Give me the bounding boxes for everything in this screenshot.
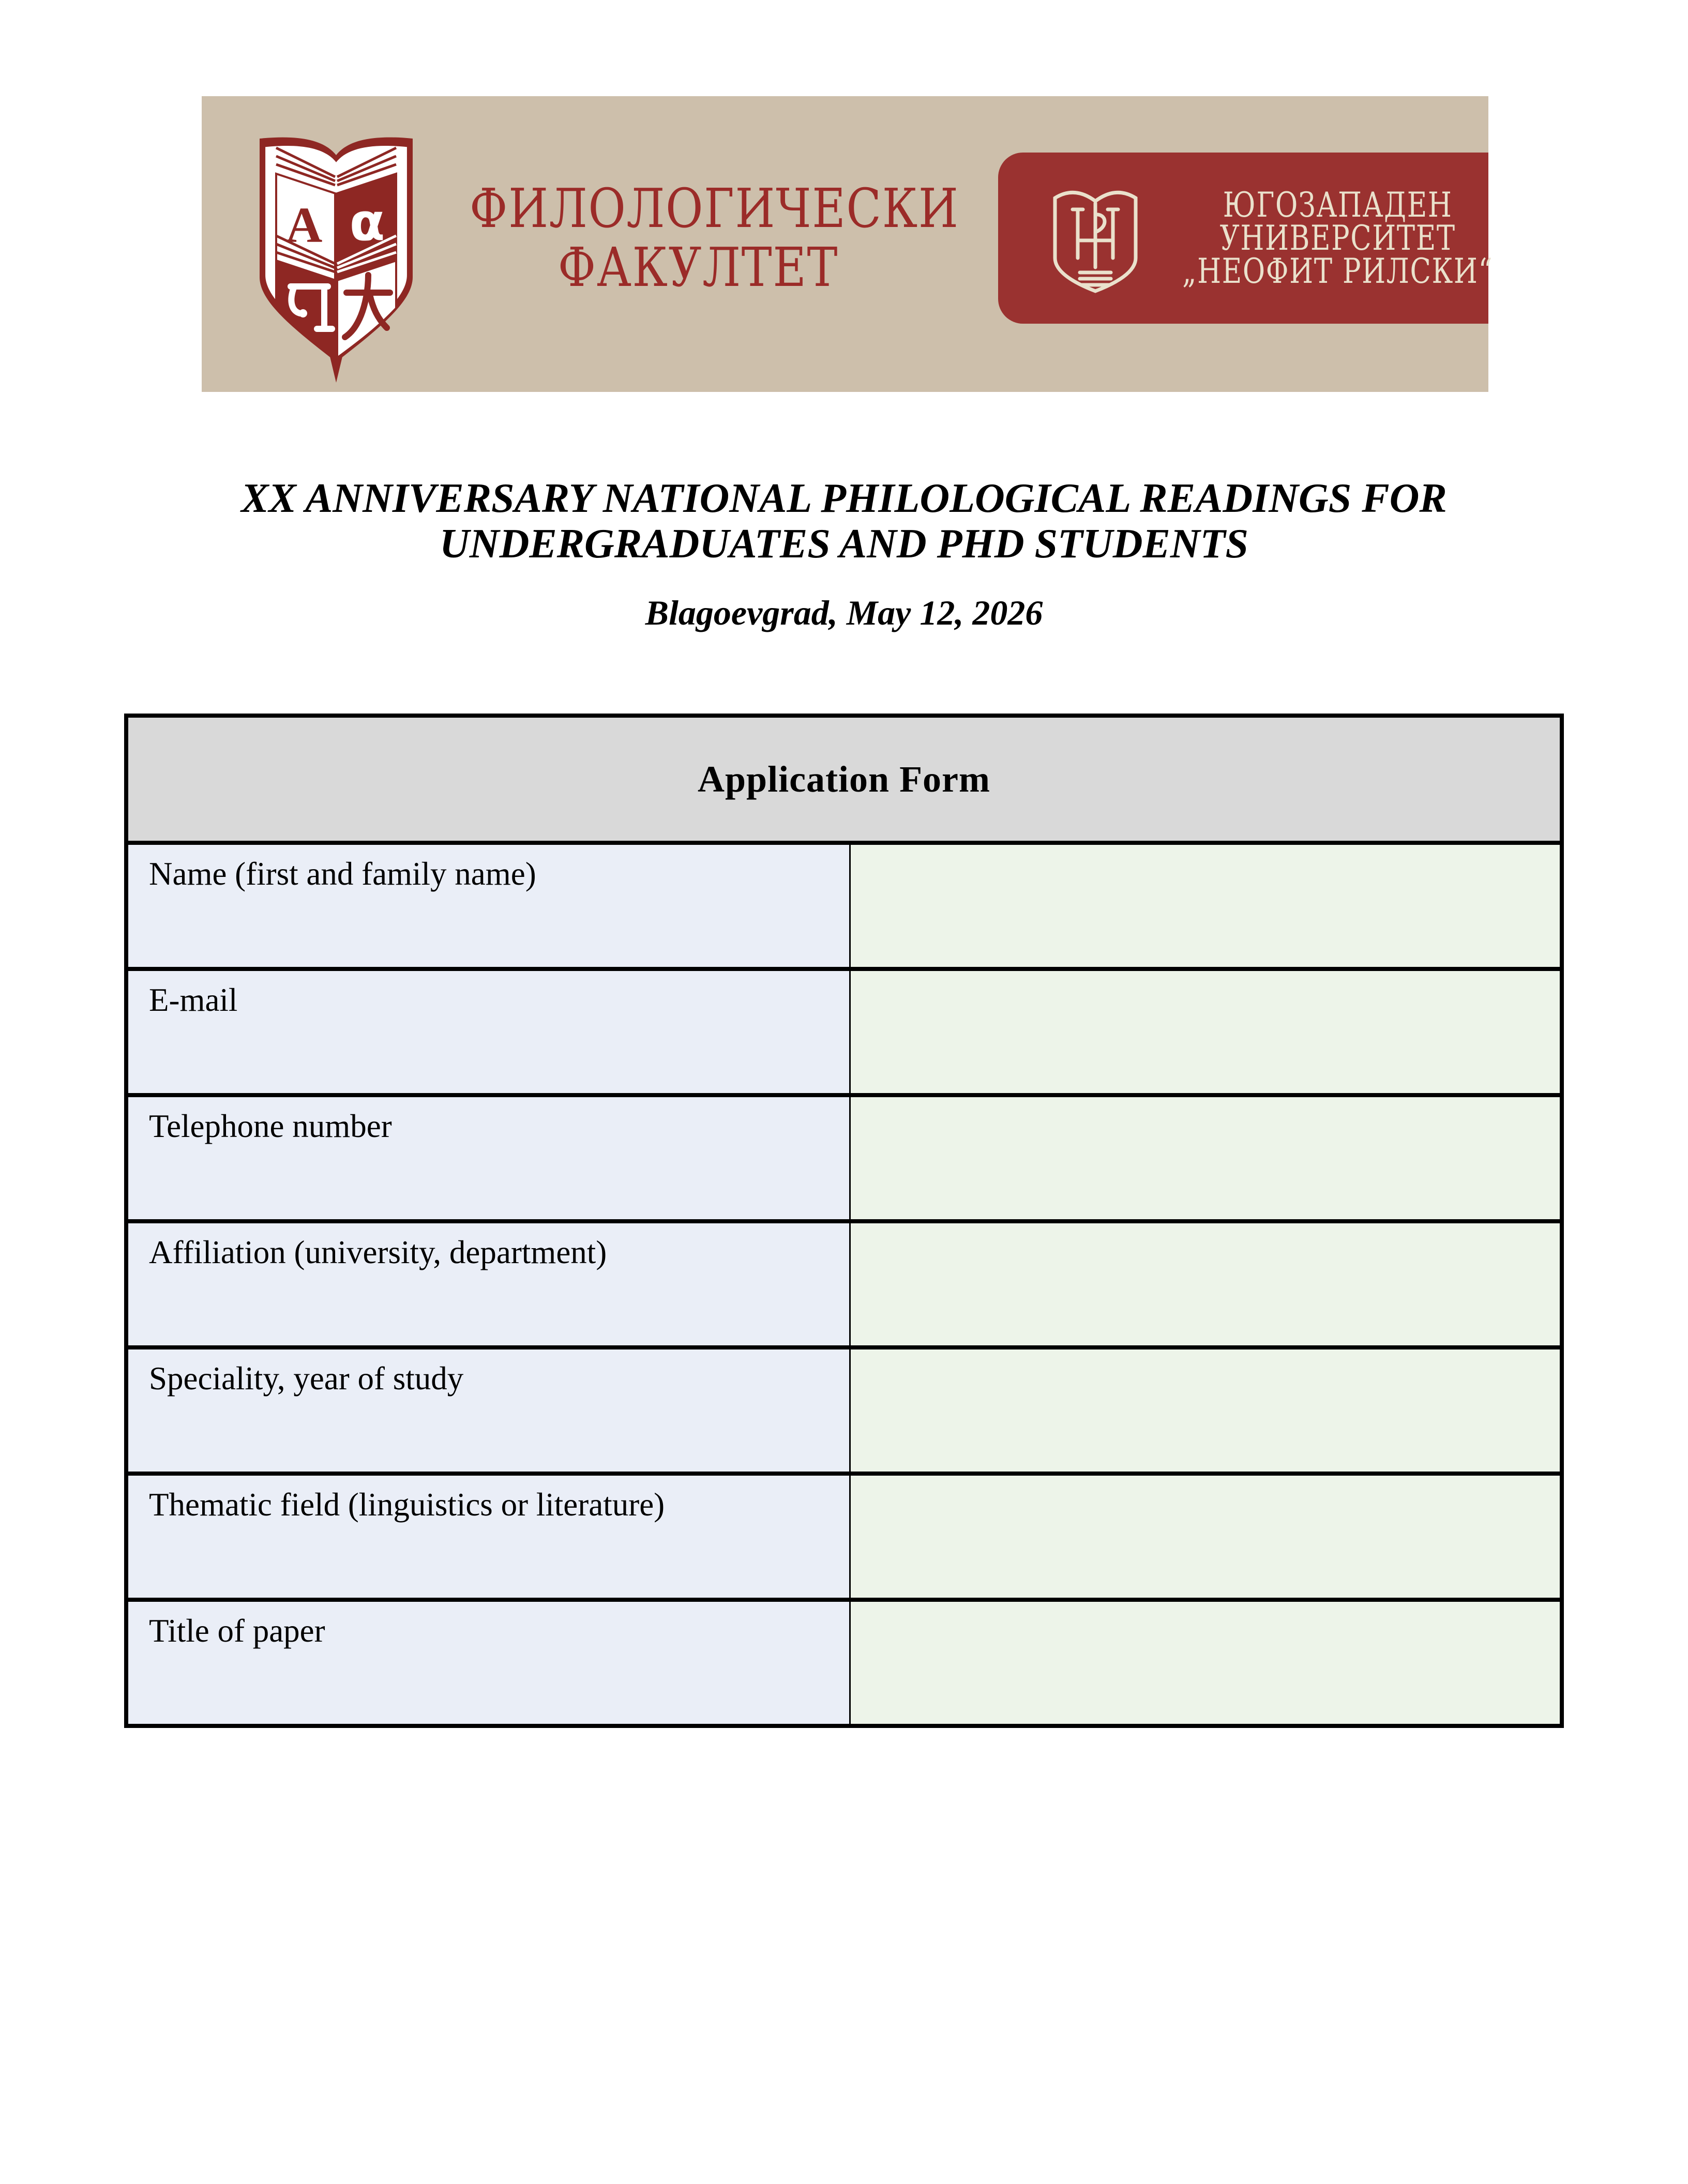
faculty-name-line2: ФАКУЛТЕТ xyxy=(557,236,839,299)
table-row xyxy=(126,1095,1562,1221)
table-row xyxy=(126,969,1562,1095)
field-input-email[interactable] xyxy=(850,969,1562,1095)
header-banner xyxy=(202,96,1494,392)
book-tail xyxy=(330,357,342,383)
page-title-line2: UNDERGRADUATES AND PHD STUDENTS xyxy=(440,521,1248,567)
field-label-telephone: Telephone number xyxy=(126,1095,850,1221)
field-label-name: Name (first and family name) xyxy=(126,843,850,969)
logo-letter-cyrillic-A: А xyxy=(285,198,323,253)
table-row xyxy=(126,1600,1562,1726)
university-badge xyxy=(998,153,1494,324)
field-label-speciality: Speciality, year of study xyxy=(126,1347,850,1474)
field-label-paper-title: Title of paper xyxy=(126,1600,850,1726)
field-label-affiliation: Affiliation (university, department) xyxy=(126,1221,850,1347)
university-name-line1: ЮГОЗАПАДЕН xyxy=(1223,185,1453,225)
university-name-line2: УНИВЕРСИТЕТ xyxy=(1219,218,1456,258)
university-emblem-icon xyxy=(1049,181,1142,295)
page-title xyxy=(0,476,1688,567)
page-title-line1: XX ANNIVERSARY NATIONAL PHILOLOGICAL READINGS FOR xyxy=(241,476,1447,521)
field-label-thematic-field: Thematic field (linguistics or literature) xyxy=(126,1474,850,1600)
logo-letter-greek-alpha: α xyxy=(349,192,385,252)
university-name-line3: „НЕОФИТ РИЛСКИ“ xyxy=(1182,251,1494,291)
form-header-row xyxy=(126,716,1562,843)
faculty-name-line1: ФИЛОЛОГИЧЕСКИ xyxy=(470,177,959,240)
application-form-table xyxy=(124,714,1564,1728)
field-input-thematic-field[interactable] xyxy=(850,1474,1562,1600)
logo-letter-dot xyxy=(299,309,307,317)
field-input-paper-title[interactable] xyxy=(850,1600,1562,1726)
field-input-name[interactable] xyxy=(850,843,1562,969)
table-row xyxy=(126,1347,1562,1474)
page-subtitle: Blagoevgrad, May 12, 2026 xyxy=(645,593,1043,632)
field-label-email: E-mail xyxy=(126,969,850,1095)
field-input-speciality[interactable] xyxy=(850,1347,1562,1474)
university-name xyxy=(1182,185,1505,291)
faculty-name xyxy=(470,177,959,299)
table-row xyxy=(126,1474,1562,1600)
table-row xyxy=(126,843,1562,969)
field-input-telephone[interactable] xyxy=(850,1095,1562,1221)
faculty-logo xyxy=(243,126,429,385)
form-title: Application Form xyxy=(126,716,1562,843)
table-row xyxy=(126,1221,1562,1347)
field-input-affiliation[interactable] xyxy=(850,1221,1562,1347)
